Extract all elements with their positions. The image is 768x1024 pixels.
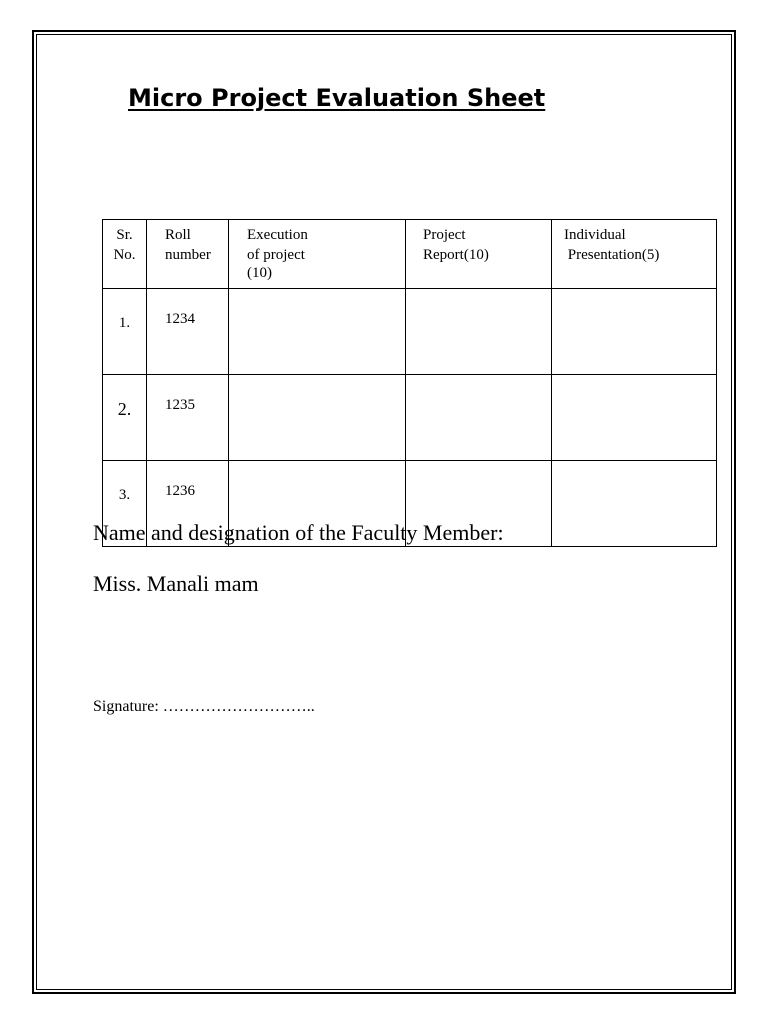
- signature-line: Signature: ………………………..: [93, 698, 315, 715]
- cell-individual-presentation[interactable]: [552, 461, 717, 547]
- table-header-row: [103, 220, 717, 289]
- header-roll-number: Roll number: [147, 220, 229, 289]
- cell-execution[interactable]: [229, 375, 406, 461]
- cell-roll-number: 1234: [147, 289, 229, 375]
- header-execution: Execution of project (10): [229, 220, 406, 289]
- faculty-label: Name and designation of the Faculty Member:: [93, 520, 504, 545]
- table-row: [103, 289, 717, 375]
- table-row: [103, 375, 717, 461]
- cell-sr-no: 2.: [103, 375, 147, 461]
- header-project-report: Project Report(10): [406, 220, 552, 289]
- cell-sr-no: 1.: [103, 289, 147, 375]
- header-individual-presentation: Individual Presentation(5): [552, 220, 717, 289]
- cell-individual-presentation[interactable]: [552, 289, 717, 375]
- cell-project-report[interactable]: [406, 375, 552, 461]
- cell-individual-presentation[interactable]: [552, 375, 717, 461]
- faculty-name: Miss. Manali mam: [93, 571, 259, 596]
- cell-sr-no: 3.: [103, 461, 147, 547]
- cell-roll-number: 1236: [147, 461, 229, 547]
- page-title: Micro Project Evaluation Sheet: [128, 84, 546, 112]
- header-sr-no: Sr. No.: [103, 220, 147, 289]
- cell-execution[interactable]: [229, 289, 406, 375]
- cell-roll-number: 1235: [147, 375, 229, 461]
- cell-project-report[interactable]: [406, 289, 552, 375]
- evaluation-table: [102, 219, 717, 547]
